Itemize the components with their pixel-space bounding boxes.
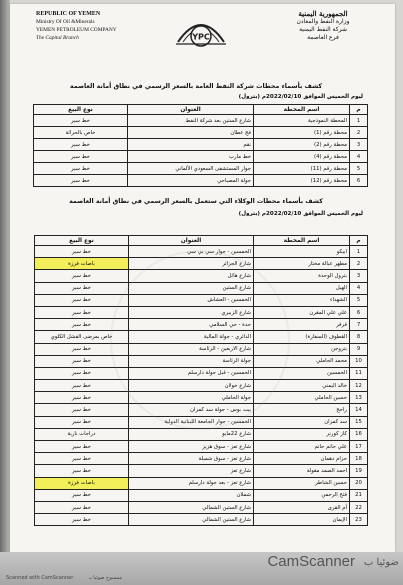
station-name: الهيل — [254, 282, 350, 294]
company-line: YEMEN PETROLEUM COMPANY — [36, 27, 117, 33]
sale-type: خط سير — [35, 441, 129, 453]
ypc-logo-icon — [174, 12, 228, 56]
sale-type: دراجات نارية — [35, 428, 129, 440]
station-name: محطة رقم (1) — [254, 127, 350, 139]
table-row — [34, 139, 368, 151]
row-number: 6 — [350, 175, 368, 187]
station-address: شارع الستين بعد شركة النفط — [128, 115, 254, 127]
column-header: م — [350, 236, 368, 246]
station-address: شارع تعز - بعد جولة دارسلم — [129, 477, 254, 489]
row-number: 19 — [350, 465, 368, 477]
row-number: 17 — [350, 441, 368, 453]
station-address: بيت بوس - جولة سد كمران — [129, 404, 254, 416]
row-number: 13 — [350, 392, 368, 404]
camscanner-label: CamScanner — [267, 553, 355, 570]
station-address: شارع تعز - سوق شميلة — [129, 453, 254, 465]
column-header: نوع البيع — [34, 105, 128, 115]
row-number: 2 — [350, 127, 368, 139]
table-row — [34, 175, 368, 187]
station-address: نقم — [128, 139, 254, 151]
column-header: نوع البيع — [35, 236, 129, 246]
column-header: اسم المحطة — [254, 236, 350, 246]
station-name: بتروجن — [254, 343, 350, 355]
section1-date: ليوم الخميس الموافق 2022/02/10م (بترول) — [238, 94, 363, 100]
station-name: علي علي المقرن — [254, 306, 350, 318]
sale-type: باصات فرزة — [35, 477, 129, 489]
station-address: فج عطان — [128, 127, 254, 139]
station-address: شارع تعز — [129, 465, 254, 477]
station-address: الخمسين - جوار سي بي سي — [129, 246, 254, 258]
station-name: بترول الوحدة — [254, 270, 350, 282]
station-address: خط مارب — [128, 151, 254, 163]
sale-type: خط سير — [35, 501, 129, 513]
ministry-line: Ministry Of Oil &Minerals — [36, 19, 95, 25]
table-row — [35, 477, 368, 489]
station-address: شارع خولان — [129, 380, 254, 392]
station-name: القطوف (السفارة) — [254, 331, 350, 343]
row-number: 6 — [350, 306, 368, 318]
sale-type: خط سير — [34, 163, 128, 175]
station-address: شارع الستين — [129, 282, 254, 294]
row-number: 23 — [350, 514, 368, 526]
republic-line-ar: الجمهورية اليمنية — [298, 9, 348, 18]
scan-edge — [0, 0, 10, 585]
station-name: محطة رقم (11) — [254, 163, 350, 175]
row-number: 3 — [350, 139, 368, 151]
watermark-seal — [110, 250, 290, 430]
row-number: 7 — [350, 319, 368, 331]
row-number: 4 — [350, 282, 368, 294]
sale-type: خط سير — [34, 139, 128, 151]
ministry-line-ar: وزارة النفط والمعادن — [296, 18, 350, 25]
station-name: فتح الرحمن — [254, 489, 350, 501]
station-address: جولة المصباحي — [128, 175, 254, 187]
row-number: 1 — [350, 246, 368, 258]
station-address: الخمسين - العشاش — [129, 294, 254, 306]
station-name: أم القرى — [254, 501, 350, 513]
sale-type: خط سير — [35, 282, 129, 294]
row-number: 1 — [350, 115, 368, 127]
row-number: 9 — [350, 343, 368, 355]
company-line-ar: شركة النفط اليمنية — [299, 26, 347, 33]
station-address: جوار المستشفى السعودي الألماني — [128, 163, 254, 175]
sale-type: خط سير — [34, 175, 128, 187]
row-number: 12 — [350, 380, 368, 392]
sale-type: خط سير — [35, 246, 129, 258]
station-name: الخمسين — [254, 367, 350, 379]
station-address: حدة - حي السلامي — [129, 319, 254, 331]
row-number: 3 — [350, 270, 368, 282]
table-row — [35, 453, 368, 465]
station-address: شارع تعز - سوق هزيز — [129, 441, 254, 453]
row-number: 15 — [350, 416, 368, 428]
row-number: 2 — [350, 258, 368, 270]
row-number: 14 — [350, 404, 368, 416]
station-name: محطة رقم (2) — [254, 139, 350, 151]
station-address: شارع الاربعين - الرئاسة — [129, 343, 254, 355]
row-number: 5 — [350, 163, 368, 175]
camscanner-arabic-label: ضوئيا ب — [363, 557, 399, 568]
station-name: ابيكو — [254, 246, 350, 258]
sale-type: خط سير — [35, 355, 129, 367]
table-row — [35, 441, 368, 453]
station-name: خالد اليمني — [254, 380, 350, 392]
sale-type: خط سير — [35, 294, 129, 306]
republic-line: REPUBLIC OF YEMEN — [36, 11, 101, 17]
sale-type: خط سير — [35, 392, 129, 404]
section2-date: ليوم الخميس الموافق 2022/02/10م (بترول) — [238, 211, 363, 217]
column-header: اسم المحطة — [254, 105, 350, 115]
table-row — [35, 489, 368, 501]
station-name: علي حاتم حاتم — [254, 441, 350, 453]
scanned-with-text: Scanned with CamScanner — [6, 575, 74, 581]
sale-type: خط سير — [35, 404, 129, 416]
english-letterhead — [36, 10, 146, 42]
official-stations-table — [33, 104, 368, 187]
station-name: حزام دهمان — [254, 453, 350, 465]
arabic-letterhead — [273, 10, 373, 42]
station-name: حسين الشاطر — [254, 477, 350, 489]
row-number: 11 — [350, 367, 368, 379]
sale-type: خط سير — [35, 343, 129, 355]
sale-type: خاص بالحراثة — [34, 127, 128, 139]
sale-type: خط سير — [35, 514, 129, 526]
sale-type: خاص بمرضى الفشل الكلوي — [35, 331, 129, 343]
station-name: حسين الحاملي — [254, 392, 350, 404]
sale-type: خط سير — [35, 489, 129, 501]
row-number: 21 — [350, 489, 368, 501]
row-number: 4 — [350, 151, 368, 163]
station-name: راحج — [254, 404, 350, 416]
sale-type: خط سير — [35, 306, 129, 318]
station-name: قرقر — [254, 319, 350, 331]
station-address: الخمسين - قبل جولة دارسلم — [129, 367, 254, 379]
station-address: الخمسين - جوار الجامعة اللبنانية الدولية — [129, 416, 254, 428]
sale-type: خط سير — [34, 151, 128, 163]
row-number: 10 — [350, 355, 368, 367]
station-name: سد كمران — [254, 416, 350, 428]
branch-line: The Capital Branch — [36, 35, 79, 41]
logo-text: YPC — [192, 32, 210, 42]
sale-type: خط سير — [35, 416, 129, 428]
sale-type: خط سير — [35, 453, 129, 465]
station-address: شملان — [129, 489, 254, 501]
table-row — [34, 163, 368, 175]
branch-line-ar: فرع العاصمة — [307, 34, 339, 41]
station-name: المحطة النموذجية — [254, 115, 350, 127]
station-name: مطهر عبالة مختار — [254, 258, 350, 270]
sale-type: باصات فرزة — [35, 258, 129, 270]
column-header: م — [350, 105, 368, 115]
station-address: شارع الستين الشمالي — [129, 514, 254, 526]
row-number: 20 — [350, 477, 368, 489]
station-address: جولة الحاملي — [129, 392, 254, 404]
station-address: الدائري - جولة المالية — [129, 331, 254, 343]
station-address: شارع الستين الشمالي — [129, 501, 254, 513]
table-row — [34, 127, 368, 139]
station-name: محمد الحاملي — [254, 355, 350, 367]
table-row — [34, 151, 368, 163]
station-address: شارع الزبيري — [129, 306, 254, 318]
station-name: الإيمان — [254, 514, 350, 526]
sale-type: خط سير — [34, 115, 128, 127]
column-header: العنوان — [129, 236, 254, 246]
table-row — [35, 428, 368, 440]
row-number: 8 — [350, 331, 368, 343]
row-number: 22 — [350, 501, 368, 513]
section1-title: كشف بأسماء محطات شركة النفط العامة بالسعر الرسمي في نطاق أمانة العاصمة — [69, 83, 323, 90]
station-address: شارع 22مايو — [129, 428, 254, 440]
table-row — [35, 501, 368, 513]
station-name: الشهداء — [254, 294, 350, 306]
table-row — [35, 514, 368, 526]
table-row — [35, 465, 368, 477]
station-name: محطة رقم (4) — [254, 151, 350, 163]
camscanner-small-line — [6, 575, 136, 581]
column-header: العنوان — [128, 105, 254, 115]
row-number: 5 — [350, 294, 368, 306]
station-name: كاز كورنر — [254, 428, 350, 440]
station-name: احمد الصمد مقولة — [254, 465, 350, 477]
section2-title: كشف بأسماء محطات الوكلاء التي ستعمل بالسعر الرسمي في نطاق أمانة العاصمة — [69, 198, 323, 205]
scanned-with-arabic-text: ممسوح ضوئيا بـ — [88, 575, 122, 581]
station-name: محطة رقم (12) — [254, 175, 350, 187]
sale-type: خط سير — [35, 319, 129, 331]
station-address: شارع هائل — [129, 270, 254, 282]
table-row — [34, 115, 368, 127]
row-number: 18 — [350, 453, 368, 465]
row-number: 16 — [350, 428, 368, 440]
station-address: شارع الجزائر — [129, 258, 254, 270]
sale-type: خط سير — [35, 380, 129, 392]
sale-type: خط سير — [35, 465, 129, 477]
sale-type: خط سير — [35, 270, 129, 282]
sale-type: خط سير — [35, 367, 129, 379]
station-address: جولة الرئاسة — [129, 355, 254, 367]
